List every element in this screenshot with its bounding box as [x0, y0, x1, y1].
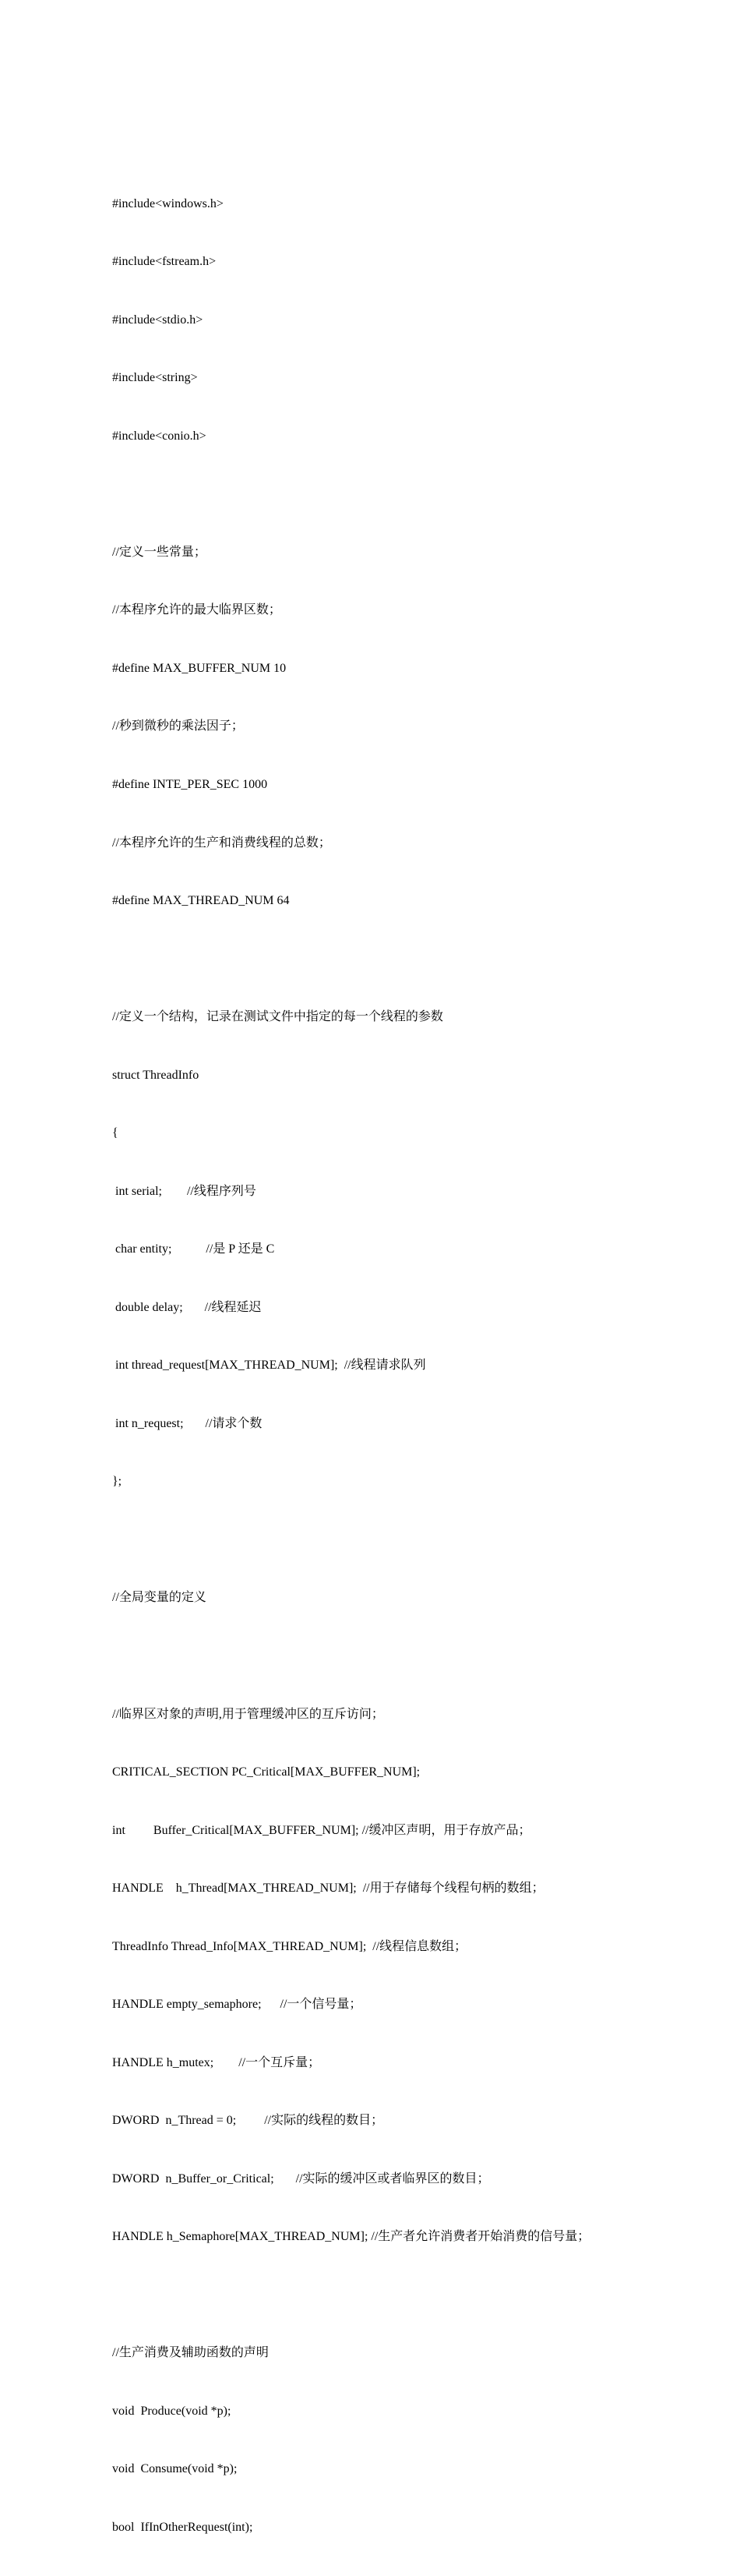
- blank-line: [112, 950, 720, 970]
- comment-critical-section-line: //临界区对象的声明,用于管理缓冲区的互斥访问；: [112, 1707, 384, 1721]
- blank-line: [112, 1531, 720, 1550]
- decl-pc-critical-line: CRITICAL_SECTION PC_Critical[MAX_BUFFER_NUM];: [112, 1765, 421, 1779]
- comment-multiplier-line: //秒到微秒的乘法因子；: [112, 719, 244, 733]
- decl-h-thread-line: HANDLE h_Thread[MAX_THREAD_NUM]; //用于存储每个线程句柄的数组；: [112, 1882, 544, 1896]
- decl-h-semaphore-line: HANDLE h_Semaphore[MAX_THREAD_NUM]; //生产者允许消费者开始消费的信号量；: [112, 2230, 590, 2244]
- blank-line: [112, 485, 720, 504]
- field-n-request-line: int n_request; //请求个数: [112, 1416, 263, 1430]
- comment-constants-line: //定义一些常量；: [112, 545, 206, 559]
- decl-empty-semaphore-line: HANDLE empty_semaphore; //一个信号量；: [112, 1998, 362, 2012]
- decl-consume-line: void Consume(void *p);: [112, 2462, 238, 2476]
- field-delay-line: double delay; //线程延迟: [112, 1300, 262, 1314]
- comment-globals-line: //全局变量的定义: [112, 1591, 206, 1605]
- comment-max-critical-line: //本程序允许的最大临界区数；: [112, 603, 281, 617]
- define-max-buffer-line: #define MAX_BUFFER_NUM 10: [112, 661, 287, 675]
- include-fstream-line: #include<fstream.h>: [112, 255, 217, 269]
- field-thread-request-line: int thread_request[MAX_THREAD_NUM]; //线程请求队列: [112, 1359, 426, 1373]
- decl-thread-info-line: ThreadInfo Thread_Info[MAX_THREAD_NUM]; //线程信息数组；: [112, 1939, 467, 1953]
- comment-thread-total-line: //本程序允许的生产和消费线程的总数；: [112, 836, 331, 850]
- blank-line: [112, 2286, 720, 2306]
- decl-buffer-critical-line: int Buffer_Critical[MAX_BUFFER_NUM]; //缓冲区声明，用于存放产品；: [112, 1823, 531, 1837]
- include-windows-line: #include<windows.h>: [112, 196, 224, 210]
- open-brace-line: {: [112, 1126, 118, 1140]
- include-conio-line: #include<conio.h>: [112, 429, 206, 443]
- include-string-line: #include<string>: [112, 371, 198, 385]
- decl-n-thread-line: DWORD n_Thread = 0; //实际的线程的数目；: [112, 2114, 384, 2128]
- struct-declaration-line: struct ThreadInfo: [112, 1068, 199, 1082]
- decl-n-buffer-line: DWORD n_Buffer_or_Critical; //实际的缓冲区或者临界区的数目；: [112, 2171, 490, 2186]
- decl-produce-line: void Produce(void *p);: [112, 2404, 231, 2418]
- field-serial-line: int serial; //线程序列号: [112, 1184, 256, 1198]
- comment-functions-line: //生产消费及辅助函数的声明: [112, 2346, 269, 2360]
- decl-if-in-other-request-line: bool IfInOtherRequest(int);: [112, 2520, 253, 2534]
- define-max-thread-line: #define MAX_THREAD_NUM 64: [112, 894, 290, 908]
- blank-line: [112, 1647, 720, 1666]
- field-entity-line: char entity; //是 P 还是 C: [112, 1242, 275, 1256]
- include-stdio-line: #include<stdio.h>: [112, 313, 203, 327]
- code-listing: [112, 156, 720, 2576]
- define-inte-per-sec-line: #define INTE_PER_SEC 1000: [112, 778, 268, 791]
- comment-struct-line: //定义一个结构，记录在测试文件中指定的每一个线程的参数: [112, 1010, 443, 1024]
- close-brace-line: };: [112, 1475, 122, 1489]
- decl-h-mutex-line: HANDLE h_mutex; //一个互斥量；: [112, 2055, 321, 2069]
